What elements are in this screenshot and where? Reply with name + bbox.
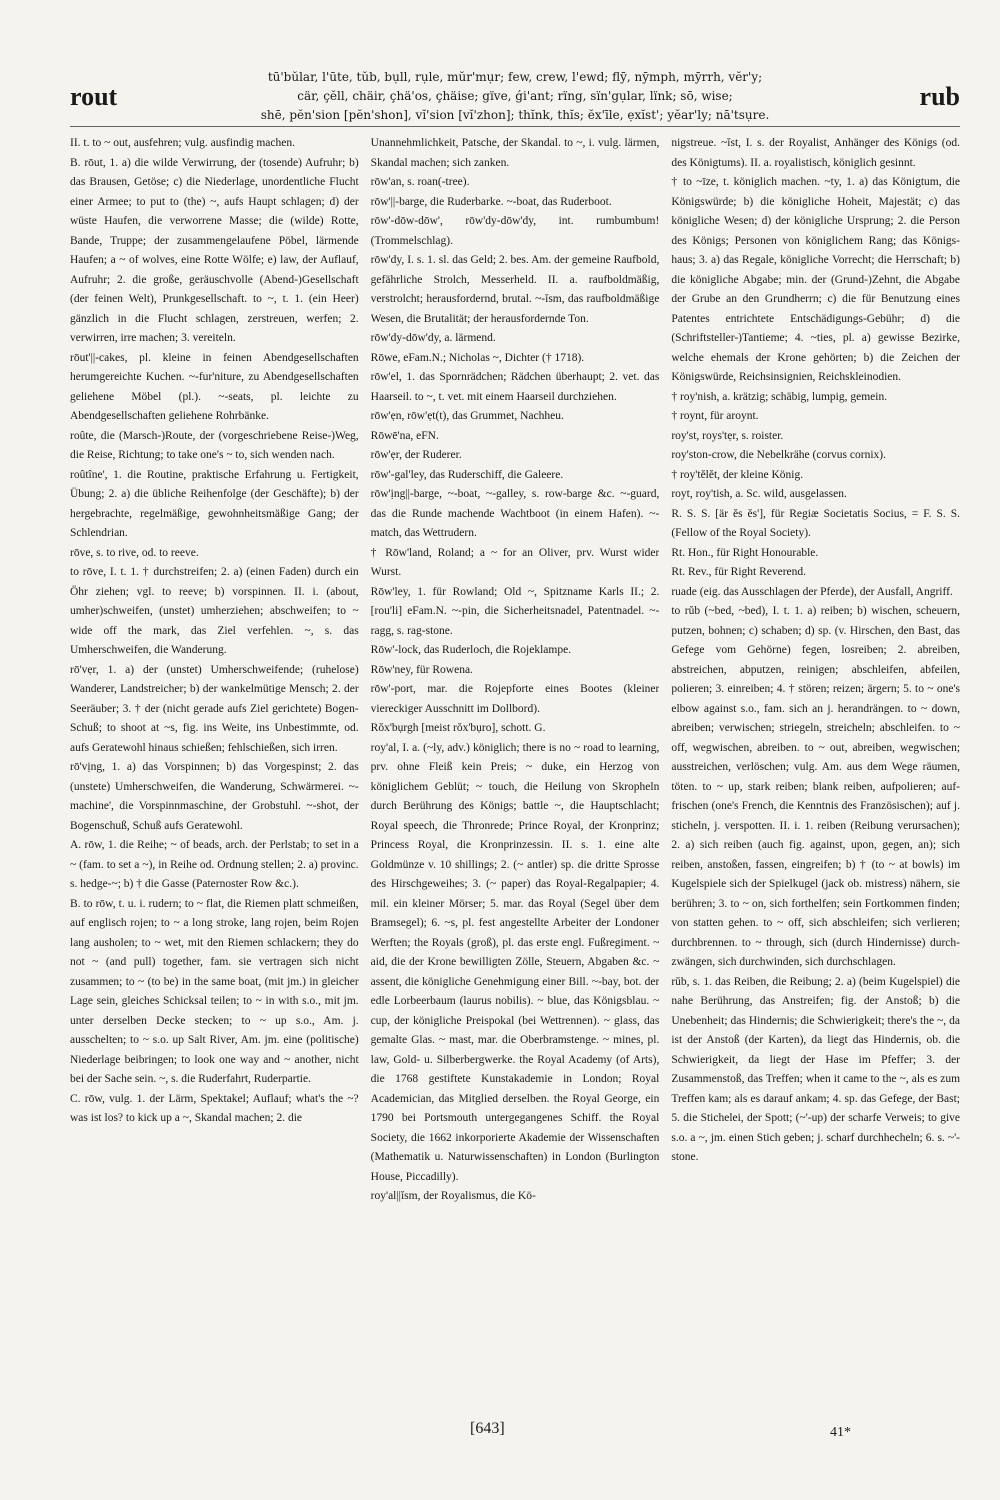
dictionary-entry: roy'st, roys'tẹr, s. roister. [671, 429, 784, 442]
dictionary-entry: roy'ston-crow, die Nebelkrähe (corvus cornix). [671, 449, 886, 461]
dictionary-entry: Rōwē'na, eFN. [370, 429, 439, 442]
dictionary-entry: roûtîne', 1. die Routine, praktische Erfahrung u. Fertigkeit, Übung; 2. a) die übliche Reihenfolge (der Geschäfte); b) der hergebrachte, regelmäßige, gewohnheitsmäßige Gang; der Schlendrian. [70, 468, 359, 539]
dictionary-entry: rō'vịng, 1. a) das Vorspinnen; b) das Vorgespinst; 2. das (unstete) Umherschweifen, die Wanderung, Schwärmerei. ~-machine', die Vorspinnmaschine, der Grobstuhl. ~-shot, der Bogenschuß, Schuß aufs Geratewohl. [70, 761, 359, 832]
dictionary-entry: rōw'||-barge, die Ruderbarke. ~-boat, das Ruderboot. [370, 195, 612, 208]
text-columns [70, 134, 960, 1419]
dictionary-entry: rōw'ẹr, der Ruderer. [370, 449, 462, 461]
dictionary-entry: roy'al||ĭsm, der Royalismus, die Kö- [370, 1190, 536, 1202]
dictionary-entry: Rōw'ley, 1. für Rowland; Old ~, Spitzname Karls II.; 2. [rou'li] eFam.N. ~-pin, die Sicherheitsnadel, Patentnadel. ~-ragg, s. rag-stone. [370, 585, 660, 637]
dictionary-entry: Rōw'ney, für Rowena. [370, 663, 473, 676]
dictionary-entry: rōw'dy-dōw'dy, a. lärmend. [370, 332, 496, 344]
dictionary-entry: C. rōw, vulg. 1. der Lärm, Spektakel; Auflauf; what's the ~? was ist los? to kick up a ~, Skandal machen; 2. die [70, 1092, 359, 1124]
dictionary-entry: rōve, s. to rive, od. to reeve. [70, 546, 199, 559]
column-right [671, 134, 960, 1419]
dictionary-entry: rō'vẹr, 1. a) der (unstet) Umherschweifende; (ruhelose) Wanderer, Landstreicher; b) der wankelmütige Mensch; 2. der Seeräuber; 3. † der (nicht gerade aufs Ziel gerichtete) Bogen-Schuß; to shoot at ~s, fig. ins Weite, ins Unbestimmte, od. aufs Geratewohl hinaus schießen; fehlschießen, sich irren. [70, 663, 359, 754]
dictionary-entry: B. rōut, 1. a) die wilde Verwirrung, der (tosende) Aufruhr; b) das Brausen, Getöse; c) die Niederlage, unordentliche Flucht einer Armee; to put to (the) ~, aufs Haupt schlagen; d) der wüste Haufen, die verworrene Masse; die (wilde) Rotte, Bande, Truppe; der zusammengelaufene Pöbel, lärmende Haufen; a ~ of wolves, eine Rotte Wölfe; e) law, der Auflauf, Aufruhr; 2. die große, geräuschvolle (Abend-)Gesellschaft (der feinen Welt), Prunkgesellschaft. to ~, t. 1. (ein Heer) gänzlich in die Flucht schlagen, zerstreuen, werfen; 2. verwirren, irre machen; 3. vereiteln. [70, 156, 359, 344]
dictionary-entry: II. t. to ~ out, ausfehren; vulg. ausfindig machen. [70, 137, 295, 149]
dictionary-entry: ruade (eig. das Ausschlagen der Pferde), der Ausfall, Angriff. [671, 585, 953, 598]
running-headword-left: rout [70, 82, 118, 111]
dictionary-entry: rōw'-port, mar. die Rojepforte eines Bootes (kleiner viereckiger Ausschnitt im Dollbord). [370, 683, 660, 715]
dictionary-entry: Rt. Rev., für Right Reverend. [671, 566, 807, 578]
column-middle [371, 134, 660, 1419]
pron-key-line: cär, çĕll, chäir, çhä'os, çhäise; gïve, ǵi'ant; rïng, sïn'gụlar, lïnk; sō, wise; [297, 89, 733, 103]
dictionary-entry: Unannehmlichkeit, Patsche, der Skandal. to ~, i. vulg. lärmen, Skandal machen; sich zanken. [370, 137, 660, 169]
dictionary-entry: rŭb, s. 1. das Reiben, die Reibung; 2. a) (beim Kugelspiel) die nahe Berührung, das Anstreifen; fig. der Anstoß; b) die Unebenheit; das Hindernis; die Schwierigkeit; there's the ~, da ist der Anstoß (der Karten), da liegt das Hindernis, ob. die Schwierigkeit, da liegt der Hase im Pfeffer; 3. der Zusammenstoß, das Treffen; when it came to the ~, als es zum Treffen kam; als es darauf ankam; 4. sp. das Gefege, der Bast; 5. die Stichelei, der Spott; (~'-up) der scharfe Verweis; to give s.o. a ~, jm. einen Stich geben; j. scharf durchhecheln; 6. s. ~'-stone. [671, 975, 961, 1163]
page-number: [643] [470, 1420, 505, 1437]
running-headword-right: rub [919, 82, 960, 111]
dictionary-entry: to rōve, I. t. 1. † durchstreifen; 2. a) (einen Faden) durch ein Öhr ziehen; vgl. to reeve; b) vorspinnen. II. i. (about, umher)schweifen, (unstet) umherziehen; abschweifen; to ~ wide off the mark, das Ziel verfehlen. ~, s. das Umherschweifen, die Wanderung. [70, 566, 359, 656]
dictionary-entry: rōw'ẹn, rōw'ẹt(t), das Grummet, Nachheu. [370, 410, 564, 422]
dictionary-entry: † roynt, für aroynt. [671, 410, 759, 422]
dictionary-entry: † Rōw'land, Roland; a ~ for an Oliver, prv. Wurst wider Wurst. [370, 546, 660, 578]
dictionary-entry: roûte, die (Marsch-)Route, der (vorgeschriebene Reise-)Weg, die Reise, Richtung; to take one's ~ to, sich wenden nach. [70, 429, 359, 461]
header-rule [70, 126, 960, 127]
dictionary-entry: to rŭb (~bed, ~bed), I. t. 1. a) reiben; b) wischen, scheuern, putzen, bohnen; c) schaben; d) sp. (v. Hirschen, den Bast, das Gefege vom Gehörne) fegen, losreiben; 2. abreiben, abstreichen, abputzen, reinigen; abschleifen, abfeilen, polieren; 3. einreiben; 4. † stören; reizen; ärgern; 5. to ~ one's elbow against s.o., fam. sich an j. herandrängen. to ~ down, abreiben; verwischen; striegeln, streicheln; abschleifen. to ~ off, wegwischen, abreiben. to ~ out, abreiben, wegwischen; ausstreichen, verlöschen; vulg. Am. aus dem Wege räumen, töten. to ~ up, stark reiben; blank reiben, aufpolieren; auffrischen (one's French, die Kenntnis des Französischen); auf j. sticheln, j. verspotten. II. i. 1. reiben (Reibung verursachen); 2. a) sich reiben (auch fig. against, upon, gegen, an); sich reiben, anstoßen, fassen, eingreifen; b) † (to ~ at bowls) im Kugelspiele sich der Spielkugel (jack ob. mistress) nähern, sie berühren; 3. to ~ on, sich forthelfen; sein Fortkommen finden; von statten gehen. to ~ off, sich abschleifen; sich verlieren; durchbrennen. to ~ through, sich (durch Hindernisse) durchzwängen, sich durchwinden, sich durchschlagen. [671, 605, 961, 968]
dictionary-entry: B. to rōw, t. u. i. rudern; to ~ flat, die Riemen platt schmeißen, auf englisch rojen; to ~ a long stroke, lang rojen, beim Rojen lang ausholen; to ~ wet, mit den Riemen schlackern; they do not ~ (and pull) together, fam. sie vertragen sich nicht zusammen; to ~ (to be) in the same boat, (mit jm.) in gleicher Lage sein, gleiches Schicksal teilen; to ~ in with s.o., mit jm. unter derselben Decke stecken; to ~ up s.o., Am. j. ausschelten; to ~ s.o. up Salt River, Am. jm. eine (politische) Niederlage beibringen; to look one way and ~ another, nicht bei der Sache sein. ~, s. die Ruderfahrt, Ruderpartie. [70, 897, 359, 1085]
pron-key-line: tū'bŭlar, l'ūte, tŭb, bụll, rụle, mŭr'mụr; few, crew, l'ewd; flȳ, nȳmph, mȳrrh, vĕr'y; [267, 70, 763, 84]
dictionary-entry: Rt. Hon., für Right Honourable. [671, 546, 819, 559]
dictionary-entry: royt, roy'tish, a. Sc. wild, ausgelassen. [671, 488, 847, 500]
dictionary-entry: rōw'ịng||-barge, ~-boat, ~-galley, s. row-barge &c. ~-guard, das die Runde machende Wachtboot (in einem Hafen). ~-match, das Wettrudern. [370, 488, 660, 539]
dictionary-entry: Rōwe, eFam.N.; Nicholas ~, Dichter († 1718). [370, 351, 585, 364]
dictionary-entry: rōw'-dōw-dōw', rōw'dy-dōw'dy, int. rumbumbum! (Trommelschlag). [370, 215, 660, 247]
signature-mark: 41* [830, 1425, 851, 1440]
dictionary-entry: rōut'||-cakes, pl. kleine in feinen Abendgesellschaften herumgereichte Kuchen. ~-fur'niture, zu Abendgesellschaften geliehene Möbel (pl.). ~-seats, pl. leichte zu Abendgesellschaften geliehene Rohrbänke. [70, 351, 359, 422]
dictionary-entry: † to ~īze, t. königlich machen. ~ty, 1. a) das Königtum, die Königswürde; b) die königliche Hoheit, Majestät; c) das königliche Wesen; d) der königliche Ursprung; 2. die Person des Königs; Personen von königlichem Rang; das Königshaus; 3. a) das Regale, königliche Vorrecht; die Herrschaft; b) die königliche Abgabe; min. der (Grund-)Zehnt, die Abgabe der Grube an den Grundherrn; c) die für Benutzung eines Patentes entrichtete Entschädigungs-Gebühr; d) die (Schriftsteller-)Tantieme; 4. ~ties, pl. a) gewisse Bezirke, welche ehemals der Krone gehörten; b) die Zeichen der Königswürde, Reichsinsignien, Reichskleinodien. [671, 176, 961, 383]
dictionary-entry: rōw'-gal'ley, das Ruderschiff, die Galeere. [370, 468, 564, 481]
dictionary-entry: † roy'tĕlĕt, der kleine König. [671, 468, 804, 481]
pronunciation-key [215, 68, 815, 125]
dictionary-entry: nigstreue. ~ĭst, I. s. der Royalist, Anhänger des Königs (od. des Königtums). II. a. royalistisch, königlich gesinnt. [671, 137, 961, 169]
dictionary-entry: Rŏx'bụrgh [meist rŏx'bụro], schott. G. [370, 722, 546, 734]
dictionary-entry: rōw'an, s. roan(-tree). [370, 176, 470, 188]
dictionary-entry: rōw'dy, I. s. 1. sl. das Geld; 2. bes. Am. der gemeine Raufbold, gefährliche Strolch, Messerheld. II. a. raufboldmäßig, verstrolcht; herausfordernd, brutal. ~-ĭsm, das raufboldmäßige Wesen, die Brutalität; der herausfordernde Ton. [370, 254, 660, 325]
dictionary-entry: Rōw'-lock, das Ruderloch, die Rojeklampe. [370, 644, 572, 656]
dictionary-entry: R. S. S. [är ĕs ĕs'], für Regiæ Societatis Socius, = F. S. S. (Fellow of the Royal Society). [671, 507, 961, 539]
dictionary-entry: † roy'nish, a. krätzig; schäbig, lumpig, gemein. [671, 390, 888, 403]
dictionary-entry: roy'al, I. a. (~ly, adv.) königlich; there is no ~ road to learning, prv. ohne Fleiß kein Preis; ~ duke, ein Herzog von königlichem Geblüt; ~ touch, die Heilung von Skropheln durch Berührung des Königs; battle ~, die Hauptschlacht; Royal speech, die Thronrede; Prince Royal, der Kronprinz; Princess Royal, die Kronprinzessin. II. s. 1. eine alte Goldmünze v. 10 shillings; 2. (~ antler) sp. die dritte Sprosse des Hirschgeweihes; 3. (~ paper) das Royal-Regalpapier; 4. mil. ein kleiner Mörser; 5. mar. das Royal (Segel über dem Bramsegel); 6. ~s, pl. fest angestellte Arbeiter der Londoner Werften; the Royals (groß), pl. das erste engl. Fußregiment. ~ aid, die der Krone bewilligten Zölle, Steuern, Abgaben &c. ~ assent, die königliche Genehmigung einer Bill. ~-bay, bot. der edle Lorbeerbaum (laurus nobilis). ~ blue, das Königsblau. ~ cup, der königliche Preispokal (bei Wettrennen). ~ glass, das gemalte Glas. ~ mast, mar. die Oberbramstenge. ~ mines, pl. law, Gold- u. Silberbergwerke. the Royal Academy (of Arts), die 1768 gestiftete Kunstakademie in London; Royal Academician, das Mitglied derselben. the Royal George, ein 1790 bei Portsmouth untergegangenes Schiff. the Royal Society, die 1662 inkorporierte Akademie der Wissenschaften (Mathematik u. Naturwissenschaften) in London (Burlington House, Piccadilly). [370, 741, 660, 1183]
dictionary-entry: A. rōw, 1. die Reihe; ~ of beads, arch. der Perlstab; to set in a ~ (fam. to set a ~), in Reihe od. Ordnung stellen; 2. a) provinc. s. hedge-~; b) † die Gasse (Paternoster Row &c.). [70, 839, 359, 890]
pron-key-line: shē, pĕn'sion [pĕn'shon], vĭ'sion [vĭ'zhon]; thĭnk, thĭs; ĕx'īle, ẹxĭst'; yĕar'ly; nā'tsụre. [260, 108, 770, 122]
column-left [70, 134, 359, 1419]
dictionary-entry: rōw'el, 1. das Spornrädchen; Rädchen überhaupt; 2. vet. das Haarseil. to ~, t. vet. mit einem Haarseil durchziehen. [370, 371, 660, 403]
